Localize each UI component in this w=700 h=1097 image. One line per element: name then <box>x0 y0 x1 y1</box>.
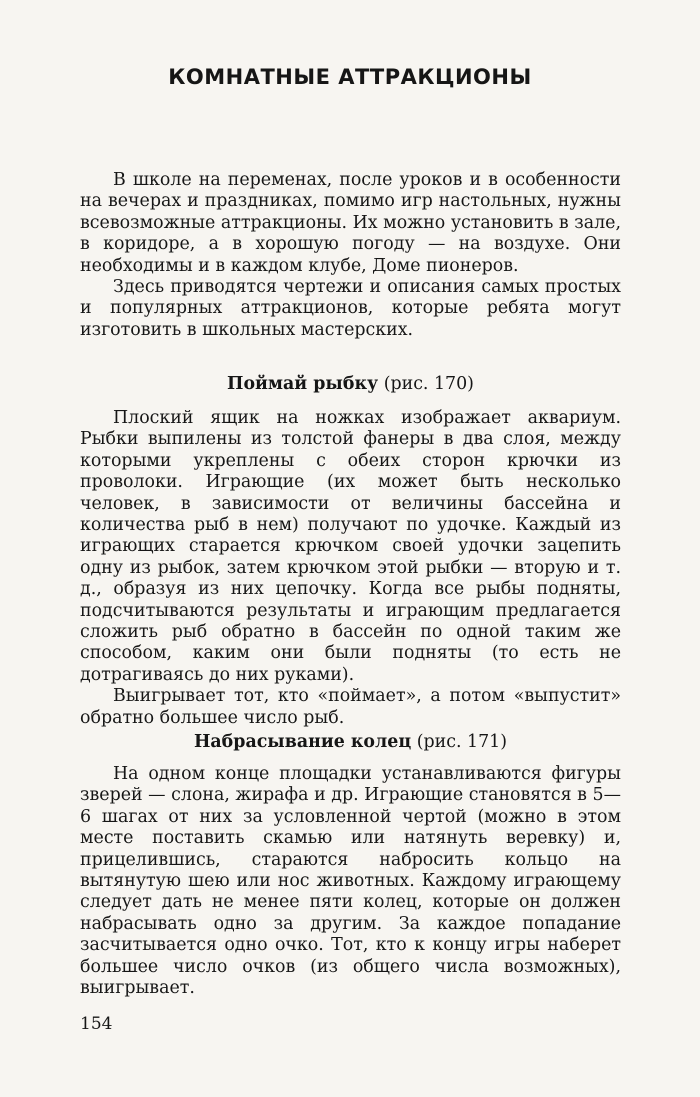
section-paragraph: Выигрывает тот, кто «поймает», а потом «выпустит» обратно большее число рыб. <box>80 686 621 728</box>
figure-reference: (рис. 170) <box>383 374 474 394</box>
section-text-catch-fish <box>80 408 621 729</box>
section-heading-ring-toss <box>80 732 621 753</box>
intro-paragraph-2: Здесь приводятся чертежи и описания самых простых и популярных аттракционов, которые ребята могут изготовить в школьных мастерских. <box>80 277 621 340</box>
section-text-ring-toss <box>80 764 621 999</box>
page-number: 154 <box>80 1014 113 1034</box>
figure-reference: (рис. 171) <box>416 732 507 752</box>
intro-paragraph-1: В школе на переменах, после уроков и в особенности на вечерах и праздниках, помимо игр настольных, нужны всевозможные аттракционы. Их можно установить в зале, в коридоре, а в хорошую погоду — на воздухе. Они необходимы и в каждом клубе, Доме пионеров. <box>80 170 621 276</box>
intro-text <box>80 170 621 341</box>
section-title: Набрасывание колец <box>193 732 412 752</box>
section-paragraph: Плоский ящик на ножках изображает аквариум. Рыбки выпилены из толстой фанеры в два слоя, между которыми укреплены с обеих сторон крючки из проволоки. Играющие (их может быть несколько человек, в зависимости от величины бассейна и количества рыб в нем) получают по удочке. Каждый из играющих старается крючком своей удочки зацепить одну из рыбок, затем крючком этой рыбки — вторую и т. д., образуя из них цепочку. Когда все рыбы подняты, подсчитываются результаты и играющим предлагается сложить рыб обратно в бассейн по одной таким же способом, каким они были подняты (то есть не дотрагиваясь до них руками). <box>80 408 621 685</box>
section-heading-catch-fish <box>80 374 621 395</box>
section-paragraph: На одном конце площадки устанавливаются фигуры зверей — слона, жирафа и др. Играющие становятся в 5—6 шагах от них за условленной чертой (можно в этом месте поставить скамью или натянуть веревку) и, прицелившись, стараются набросить кольцо на вытянутую шею или нос животных. Каждому играющему следует дать не менее пяти колец, которые он должен набрасывать одно за другим. За каждое попадание засчитывается одно очко. Тот, кто к концу игры наберет большее число очков (из общего числа возможных), выигрывает. <box>80 764 621 999</box>
chapter-title: КОМНАТНЫЕ АТТРАКЦИОНЫ <box>168 65 532 89</box>
section-title: Поймай рыбку <box>227 374 379 394</box>
